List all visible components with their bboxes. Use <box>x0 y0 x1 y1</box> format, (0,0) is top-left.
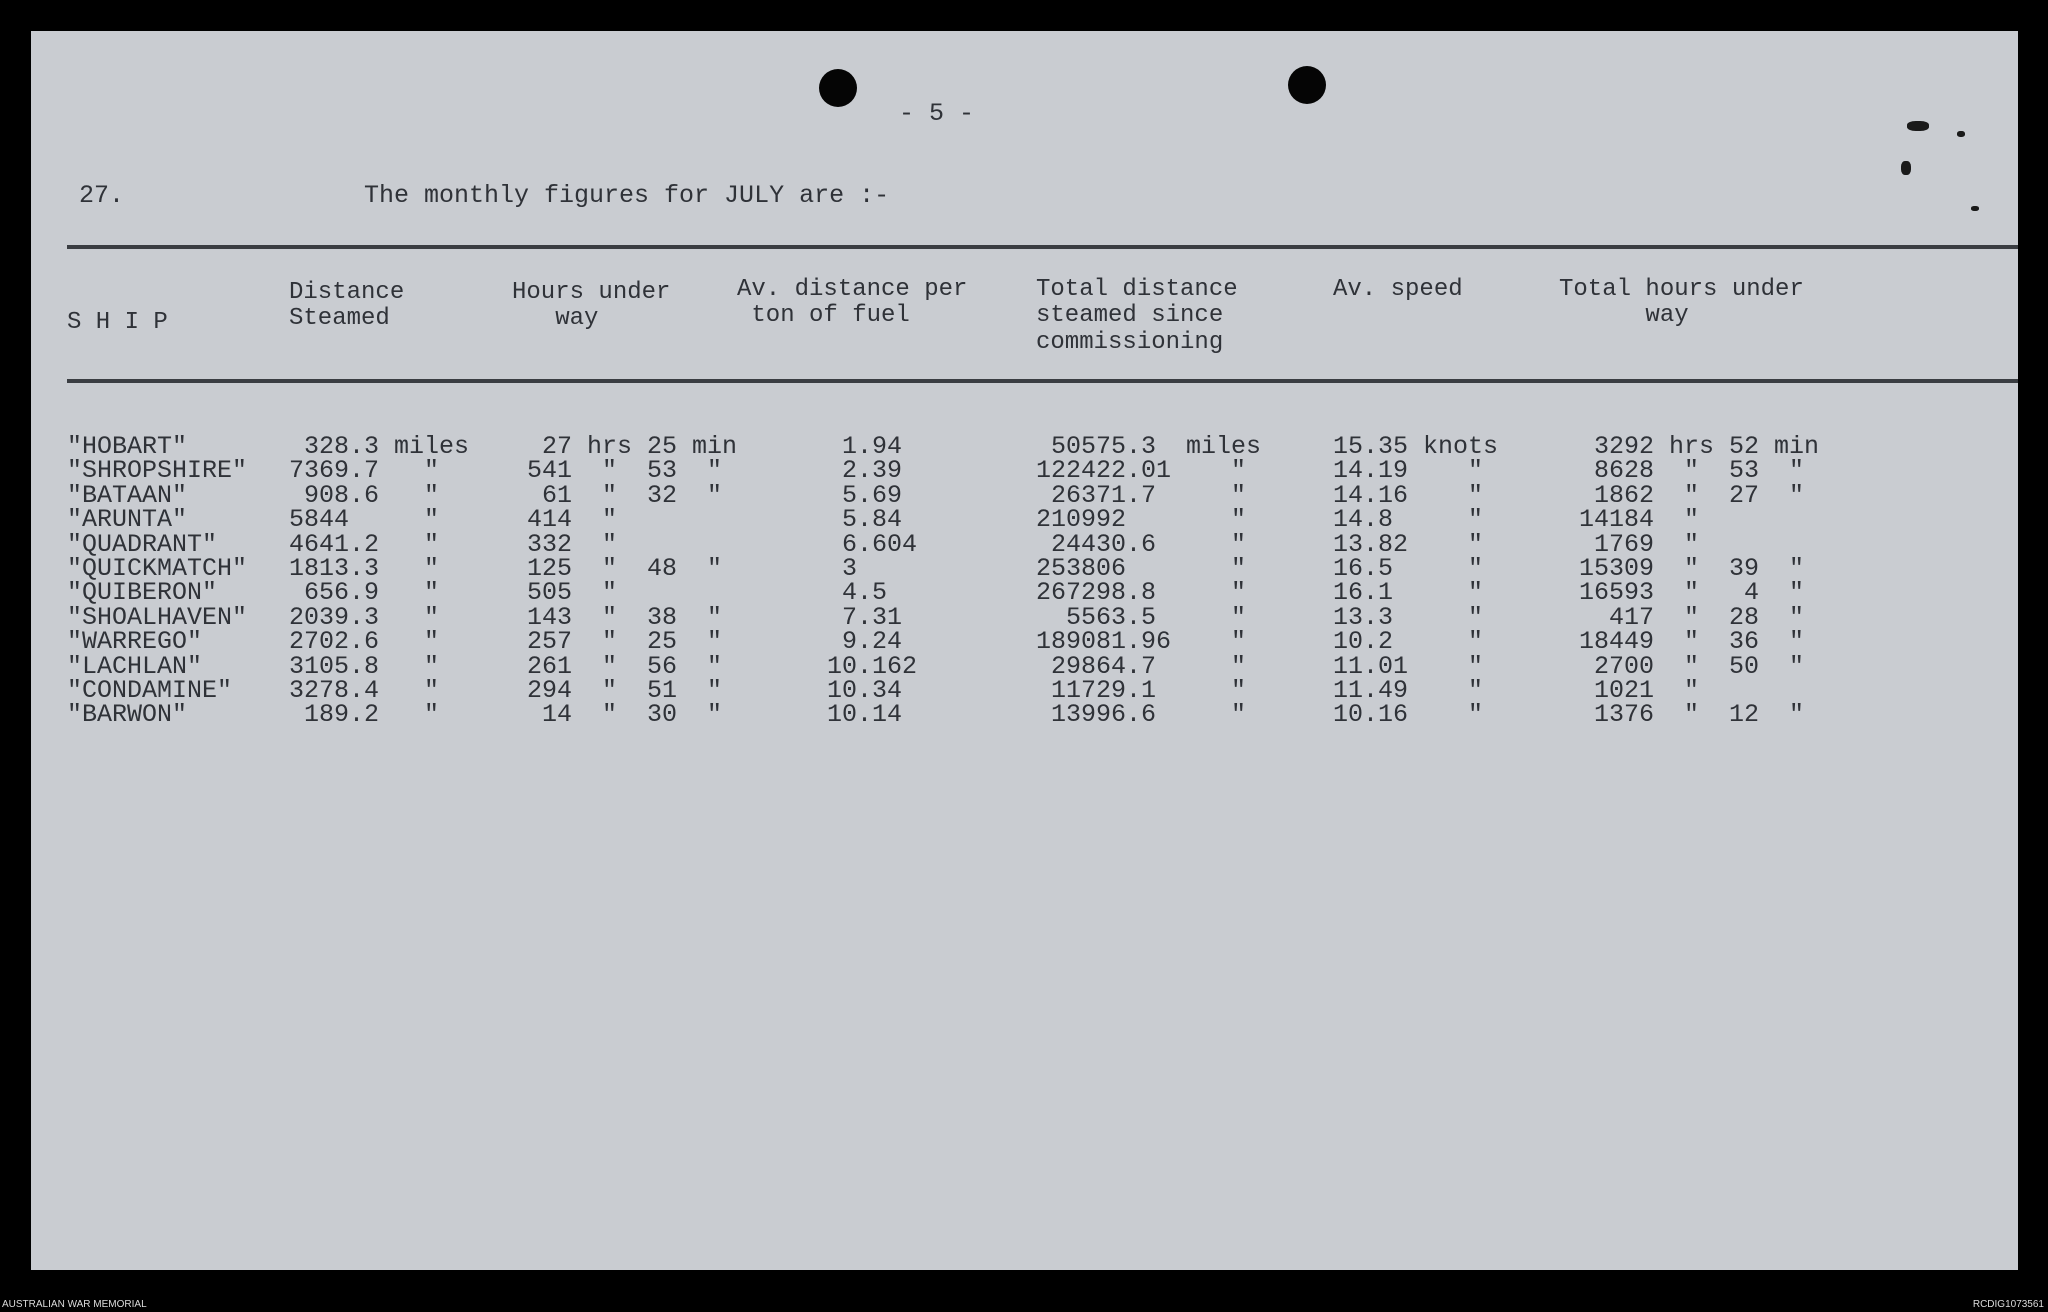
table-header-rule <box>67 379 2018 383</box>
punch-hole-left <box>819 69 857 107</box>
distance-steamed: 328.3 miles <box>289 432 470 461</box>
av-distance-per-ton: 10.34 <box>812 676 903 705</box>
total-distance: 50575.3 miles <box>1036 432 1262 461</box>
total-distance: 253806 " <box>1036 554 1247 583</box>
header-ship: S H I P <box>67 309 168 336</box>
av-speed: 16.1 " <box>1333 578 1484 608</box>
av-distance-per-ton: 9.24 <box>812 627 903 657</box>
total-hours: 1376 " 12 " <box>1579 700 1805 730</box>
av-speed: 16.5 " <box>1333 554 1484 583</box>
total-hours: 1021 " <box>1579 676 1700 705</box>
punch-hole-right <box>1288 66 1326 104</box>
total-hours: 15309 " 39 " <box>1579 554 1805 583</box>
ship-name: "ARUNTA" <box>67 505 188 535</box>
header-distance: Distance Steamed <box>289 279 405 333</box>
ink-smudge <box>1907 121 1929 131</box>
av-speed: 10.16 " <box>1333 700 1484 730</box>
total-hours: 16593 " 4 " <box>1579 578 1805 608</box>
ship-name: "QUICKMATCH" <box>67 554 248 583</box>
distance-steamed: 2702.6 " <box>289 627 440 657</box>
hours-under-way: 257 " 25 " <box>512 627 723 657</box>
hours-under-way: 125 " 48 " <box>512 554 723 583</box>
intro-text: The monthly figures for JULY are :- <box>364 181 890 210</box>
total-distance: 13996.6 " <box>1036 700 1247 730</box>
ship-name: "SHOALHAVEN" <box>67 602 248 632</box>
ship-name: "QUIBERON" <box>67 578 218 608</box>
header-hours: Hours under way <box>512 279 671 333</box>
ink-smudge <box>1957 131 1965 137</box>
hours-under-way: 414 " <box>512 505 618 535</box>
av-distance-per-ton: 1.94 <box>812 432 903 461</box>
av-speed: 15.35 knots <box>1333 432 1499 461</box>
hours-under-way: 261 " 56 " <box>512 651 723 681</box>
distance-steamed: 656.9 " <box>289 578 440 608</box>
av-speed: 11.49 " <box>1333 676 1484 705</box>
item-number: 27. <box>79 181 125 210</box>
header-speed: Av. speed <box>1333 276 1463 303</box>
total-hours: 18449 " 36 " <box>1579 627 1805 657</box>
av-distance-per-ton: 10.14 <box>812 700 903 730</box>
total-distance: 26371.7 " <box>1036 480 1247 510</box>
av-distance-per-ton: 5.84 <box>812 505 903 535</box>
total-hours: 1862 " 27 " <box>1579 480 1805 510</box>
av-distance-per-ton: 5.69 <box>812 480 903 510</box>
av-speed: 14.19 " <box>1333 456 1484 486</box>
total-distance: 11729.1 " <box>1036 676 1247 705</box>
av-speed: 14.16 " <box>1333 480 1484 510</box>
av-distance-per-ton: 6.604 <box>812 529 918 559</box>
total-distance: 122422.01 " <box>1036 456 1247 486</box>
ship-name: "CONDAMINE" <box>67 676 233 705</box>
table-top-rule <box>67 245 2018 249</box>
av-speed: 10.2 " <box>1333 627 1484 657</box>
ship-name: "QUADRANT" <box>67 529 218 559</box>
footer-source: AUSTRALIAN WAR MEMORIAL <box>2 1299 147 1310</box>
av-distance-per-ton: 10.162 <box>812 651 918 681</box>
hours-under-way: 27 hrs 25 min <box>512 432 738 461</box>
av-speed: 13.82 " <box>1333 529 1484 559</box>
total-hours: 2700 " 50 " <box>1579 651 1805 681</box>
distance-steamed: 2039.3 " <box>289 602 440 632</box>
total-distance: 210992 " <box>1036 505 1247 535</box>
total-distance: 189081.96 " <box>1036 627 1247 657</box>
ship-name: "BARWON" <box>67 700 188 730</box>
distance-steamed: 5844 " <box>289 505 440 535</box>
av-speed: 11.01 " <box>1333 651 1484 681</box>
distance-steamed: 189.2 " <box>289 700 440 730</box>
distance-steamed: 7369.7 " <box>289 456 440 486</box>
header-total-distance: Total distance steamed since commissioning <box>1036 276 1238 356</box>
av-speed: 14.8 " <box>1333 505 1484 535</box>
total-distance: 267298.8 " <box>1036 578 1247 608</box>
distance-steamed: 3278.4 " <box>289 676 440 705</box>
distance-steamed: 908.6 " <box>289 480 440 510</box>
total-distance: 5563.5 " <box>1036 602 1247 632</box>
hours-under-way: 61 " 32 " <box>512 480 723 510</box>
av-speed: 13.3 " <box>1333 602 1484 632</box>
total-hours: 417 " 28 " <box>1579 602 1805 632</box>
document-page <box>31 31 2018 1270</box>
hours-under-way: 14 " 30 " <box>512 700 723 730</box>
distance-steamed: 3105.8 " <box>289 651 440 681</box>
ship-name: "BATAAN" <box>67 480 188 510</box>
total-hours: 14184 " <box>1579 505 1700 535</box>
distance-steamed: 4641.2 " <box>289 529 440 559</box>
ink-smudge <box>1901 161 1911 175</box>
av-distance-per-ton: 7.31 <box>812 602 903 632</box>
header-avdist: Av. distance per ton of fuel <box>737 276 968 330</box>
av-distance-per-ton: 4.5 <box>812 578 888 608</box>
ship-name: "WARREGO" <box>67 627 203 657</box>
ship-name: "SHROPSHIRE" <box>67 456 248 486</box>
hours-under-way: 332 " <box>512 529 618 559</box>
hours-under-way: 294 " 51 " <box>512 676 723 705</box>
footer-id: RCDIG1073561 <box>1972 1299 2044 1310</box>
ink-smudge <box>1971 206 1979 211</box>
av-distance-per-ton: 2.39 <box>812 456 903 486</box>
distance-steamed: 1813.3 " <box>289 554 440 583</box>
hours-under-way: 541 " 53 " <box>512 456 723 486</box>
total-hours: 3292 hrs 52 min <box>1579 432 1820 461</box>
hours-under-way: 505 " <box>512 578 618 608</box>
total-hours: 1769 " <box>1579 529 1700 559</box>
av-distance-per-ton: 3 <box>812 554 858 583</box>
total-distance: 29864.7 " <box>1036 651 1247 681</box>
header-total-hours: Total hours under way <box>1559 276 1804 330</box>
hours-under-way: 143 " 38 " <box>512 602 723 632</box>
ship-name: "HOBART" <box>67 432 188 461</box>
total-distance: 24430.6 " <box>1036 529 1247 559</box>
total-hours: 8628 " 53 " <box>1579 456 1805 486</box>
page-number: - 5 - <box>899 99 975 128</box>
ship-name: "LACHLAN" <box>67 651 203 681</box>
